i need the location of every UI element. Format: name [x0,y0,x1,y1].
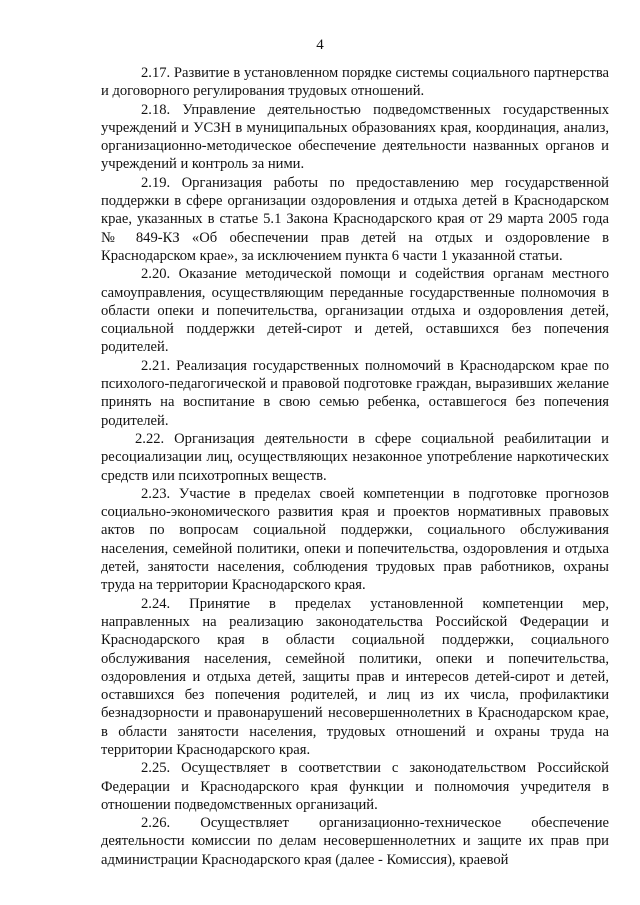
paragraph-2-20: 2.20. Оказание методической помощи и содействия органам местного самоуправления, осуществляющим переданные государственные полномочия в области опеки и попечительства, организации отдыха и оздоровления детей, социальной поддержки детей-сирот и детей, оставшихся без попечения родителей. [101,266,609,356]
paragraph-2-25: 2.25. Осуществляет в соответствии с законодательством Российской Федерации и Краснодарского края функции и полномочия учредителя в отношении подведомственных организаций. [101,760,609,813]
paragraph-2-19: 2.19. Организация работы по предоставлению мер государственной поддержки в сфере организации оздоровления и отдыха детей в Краснодарском крае, указанных в статье 5.1 Закона Краснодарского края от 29 марта 2005 года № 849-КЗ «Об обеспечении прав детей на отдых и оздоровление в Краснодарском крае», за исключением пункта 6 части 1 указанной статьи. [101,174,609,264]
paragraph-2-26: 2.26. Осуществляет организационно-техническое обеспечение деятельности комиссии по делам несовершеннолетних и защите их прав при администрации Краснодарского края (далее - Комиссия), краевой [101,815,609,868]
paragraph-2-24: 2.24. Принятие в пределах установленной компетенции мер, направленных на реализацию законодательства Российской Федерации и Краснодарского края в области социальной поддержки, социального обслуживания населения, семейной политики, опеки и попечительства, оздоровления и отдыха детей, защиты прав и интересов детей-сирот и детей, оставшихся без попечения родителей, и лиц из их числа, профилактики безнадзорности и правонарушений несовершеннолетних в Краснодарском крае, в области занятости населения, трудовых отношений и охраны труда на территории Краснодарского края. [101,595,609,758]
paragraph-2-17: 2.17. Развитие в установленном порядке системы социального партнерства и договорного регулирования трудовых отношений. [101,65,609,100]
paragraph-2-23: 2.23. Участие в пределах своей компетенции в подготовке прогнозов социально-экономического развития края и проектов нормативных правовых актов по вопросам социальной поддержки, социального обслуживания населения, семейной политики, опеки и попечительства, оздоровления и отдыха детей, занятости населения, соблюдения трудовых прав работников, охраны труда на территории Краснодарского края. [101,485,609,594]
paragraph-2-22: 2.22. Организация деятельности в сфере социальной реабилитации и ресоциализации лиц, осуществляющих незаконное употребление наркотических средств или психотропных веществ. [101,430,609,484]
document-body [101,64,609,869]
page-number: 4 [316,37,324,53]
paragraph-2-21: 2.21. Реализация государственных полномочий в Краснодарском крае по психолого-педагогической и правовой подготовке граждан, выразивших желание принять на воспитание в свою семью ребенка, оставшегося без попечения родителей. [101,357,609,429]
paragraph-2-18: 2.18. Управление деятельностью подведомственных государственных учреждений и УСЗН в муниципальных образованиях края, координация, анализ, организационно-методическое обеспечение деятельности названных органов и учреждений и контроль за ними. [101,101,609,173]
